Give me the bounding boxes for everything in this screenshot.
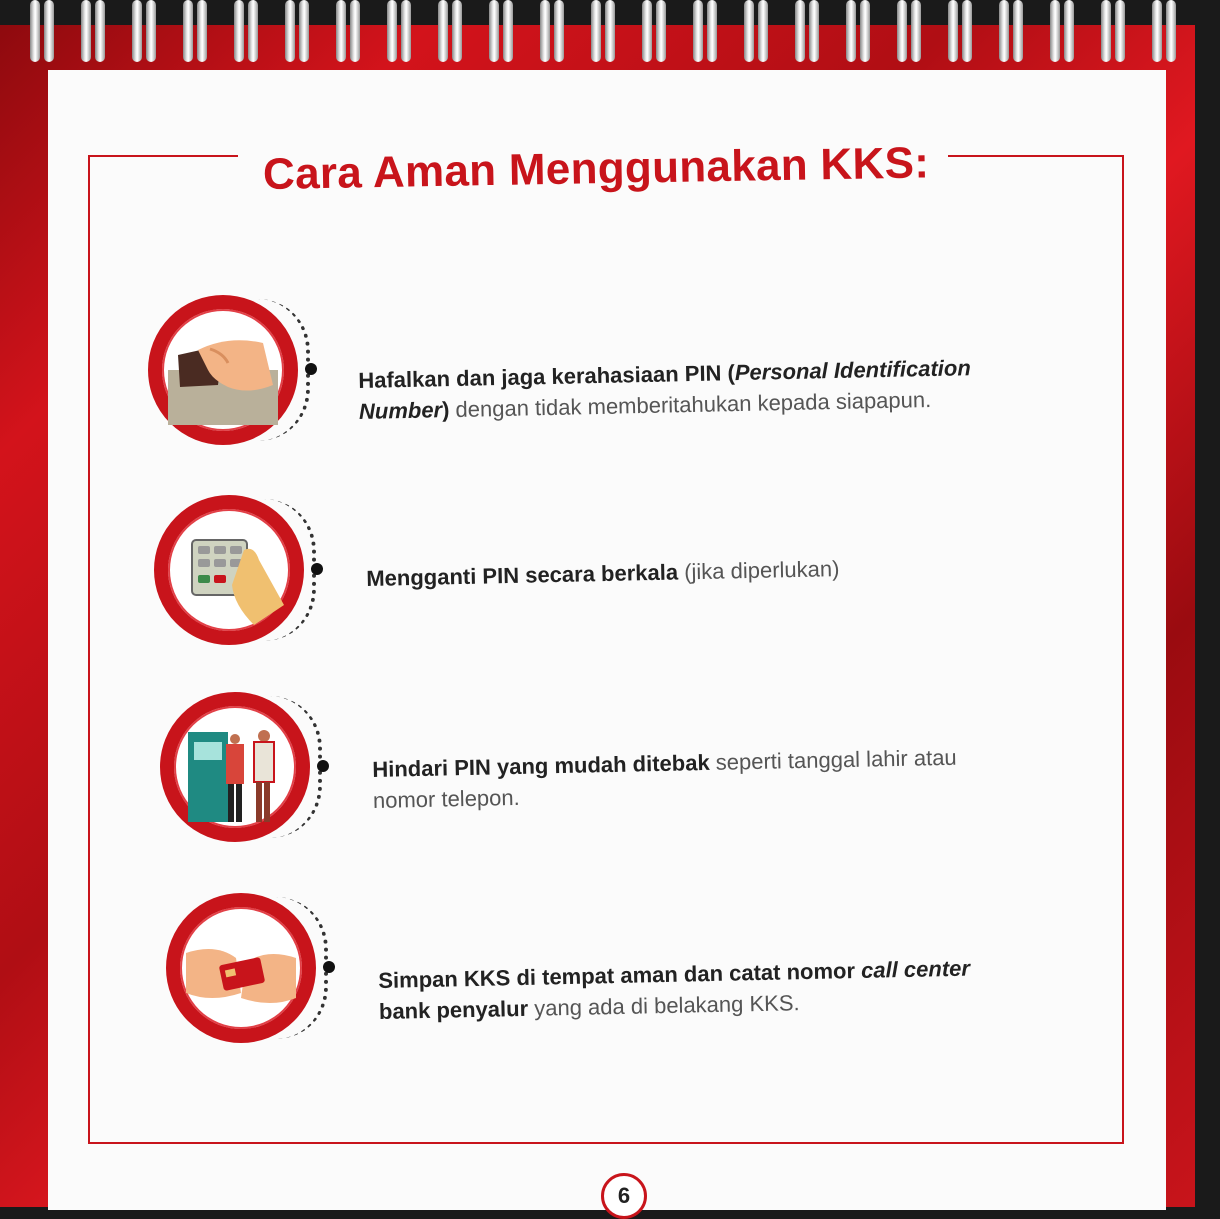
binding-ring xyxy=(656,0,666,62)
binding-ring xyxy=(81,0,91,62)
binding-ring xyxy=(183,0,193,62)
calendar-stand xyxy=(0,25,1195,1207)
binding-ring xyxy=(554,0,564,62)
binding-ring xyxy=(44,0,54,62)
binding-ring xyxy=(489,0,499,62)
binding-ring xyxy=(95,0,105,62)
page-number: 6 xyxy=(601,1173,647,1219)
binding-ring xyxy=(503,0,513,62)
binding-ring xyxy=(350,0,360,62)
binding-ring xyxy=(299,0,309,62)
binding-ring xyxy=(540,0,550,62)
tip-text-4: Simpan KKS di tempat aman dan catat nomor call center bank penyalur yang ada di belakang KKS. xyxy=(378,955,971,1024)
tip-text-3: Hindari PIN yang mudah ditebak seperti tanggal lahir atau nomor telepon. xyxy=(372,744,957,813)
binding-ring xyxy=(846,0,856,62)
binding-ring xyxy=(999,0,1009,62)
binding-ring xyxy=(809,0,819,62)
binding-ring xyxy=(1152,0,1162,62)
binding-ring xyxy=(1050,0,1060,62)
binding-ring xyxy=(605,0,615,62)
binding-ring xyxy=(452,0,462,62)
binding-ring xyxy=(30,0,40,62)
binding-ring xyxy=(1013,0,1023,62)
tip-text-1: Hafalkan dan jaga kerahasiaan PIN (Personal Identification Number) dengan tidak memberitahukan kepada siapapun. xyxy=(358,355,971,424)
binding-ring xyxy=(744,0,754,62)
binding-ring xyxy=(132,0,142,62)
binding-ring xyxy=(146,0,156,62)
binding-ring xyxy=(860,0,870,62)
binding-ring xyxy=(758,0,768,62)
binding-ring xyxy=(1064,0,1074,62)
binding-ring xyxy=(693,0,703,62)
binding-ring xyxy=(197,0,207,62)
binding-ring xyxy=(795,0,805,62)
binding-ring xyxy=(642,0,652,62)
binding-ring xyxy=(911,0,921,62)
binding-ring xyxy=(1166,0,1176,62)
binding-ring xyxy=(948,0,958,62)
binding-ring xyxy=(1101,0,1111,62)
tip-text-2: Mengganti PIN secara berkala (jika diperlukan) xyxy=(366,556,840,591)
binding-ring xyxy=(336,0,346,62)
binding-ring xyxy=(962,0,972,62)
binding-ring xyxy=(234,0,244,62)
binding-ring xyxy=(387,0,397,62)
calendar-page xyxy=(48,70,1166,1210)
binding-ring xyxy=(707,0,717,62)
page-title: Cara Aman Menggunakan KKS: xyxy=(262,138,930,199)
binding-ring xyxy=(1115,0,1125,62)
binding-ring xyxy=(285,0,295,62)
binding-ring xyxy=(591,0,601,62)
binding-ring xyxy=(438,0,448,62)
binding-ring xyxy=(401,0,411,62)
binding-ring xyxy=(897,0,907,62)
binding-ring xyxy=(248,0,258,62)
